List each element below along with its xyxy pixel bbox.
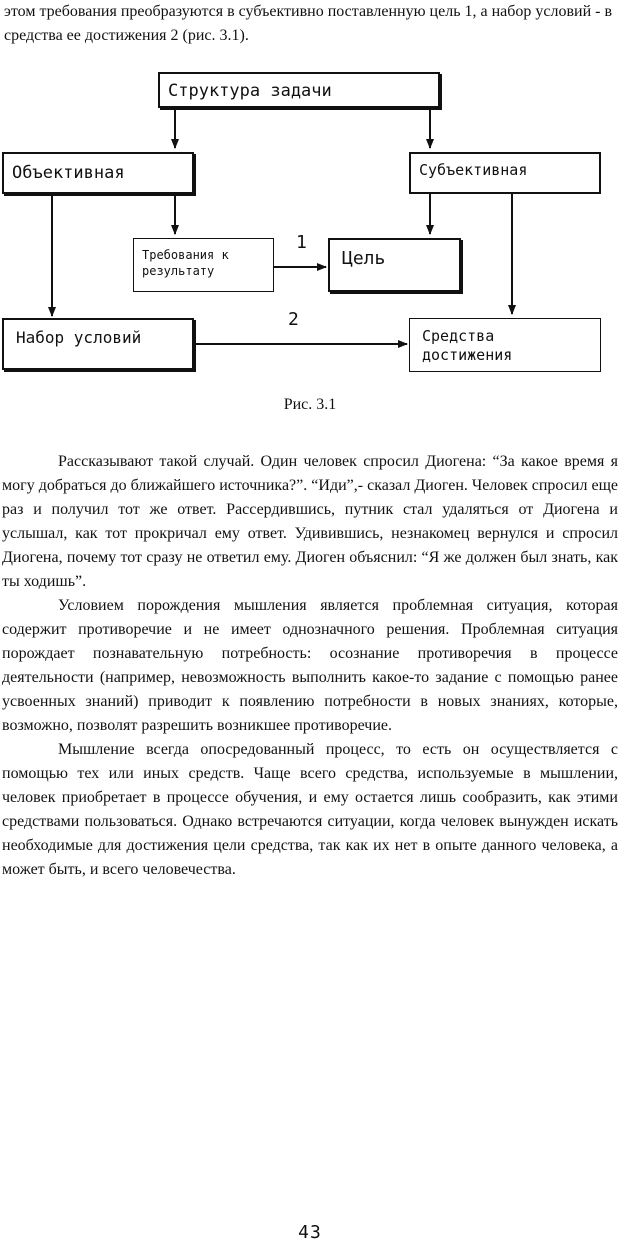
subjective-label: Субъективная bbox=[419, 161, 528, 179]
goal-box bbox=[328, 238, 461, 292]
requirements-box bbox=[133, 238, 274, 292]
subjective-box bbox=[409, 152, 601, 194]
means-label: Средства достижения bbox=[422, 327, 513, 364]
label-two: 2 bbox=[288, 309, 299, 330]
structure-box bbox=[158, 72, 440, 108]
goal-label: Цель bbox=[342, 248, 386, 269]
objective-label: Объективная bbox=[12, 163, 125, 183]
paragraph: Мышление всегда опосредованный процесс, то есть он осуществляется с помощью тех или иных средств. Чаще всего средства, используемые в мышлении, человек приобретает в процессе обучения, и ему остается лишь сообразить, как этими средствами пользоваться. Однако встречаются ситуации, когда человек вынужден искать необходимые для достижения цели средства, так как их нет в опыте данного человека, а может быть, и всего человечества. bbox=[2, 741, 618, 878]
conditions-label: Набор условий bbox=[16, 328, 142, 347]
label-one: 1 bbox=[296, 232, 307, 253]
means-box bbox=[409, 318, 601, 372]
task-structure-diagram bbox=[0, 60, 620, 390]
structure-label: Структура задачи bbox=[168, 81, 332, 101]
intro-text: этом требования преобразуются в субъективно поставленную цель 1, а набор условий - в средства ее достижения 2 (рис. 3.1). bbox=[4, 3, 613, 44]
page-number: 43 bbox=[298, 1222, 322, 1243]
paragraph: Условием порождения мышления является проблемная ситуация, которая содержит противоречие и не имеет однозначного решения. Проблемная ситуация порождает познавательную потребность: осознание противоречия в процессе деятельности (например, невозможность выполнить какое-то задание с помощью ранее усвоенных знаний) приводит к появлению потребности в новых знаниях, которые, возможно, позволят разрешить возникшее противоречие. bbox=[2, 597, 618, 734]
body-text bbox=[2, 450, 618, 882]
figure-caption: Рис. 3.1 bbox=[283, 396, 337, 413]
paragraph: Рассказывают такой случай. Один человек спросил Диогена: “За какое время я могу добраться до ближайшего источника?”. “Иди”,- сказал Диоген. Человек спросил еще раз и получил тот же ответ. Рассердившись, путник стал удаляться от Диогена и услышал, как тот прокричал ему ответ. Удивившись, незнакомец вернулся и спросил Диогена, почему тот сразу не ответил ему. Диоген объяснил: “Я же должен был знать, как ты ходишь”. bbox=[2, 453, 618, 590]
objective-box bbox=[2, 152, 194, 194]
conditions-box bbox=[2, 318, 194, 370]
requirements-label: Требования к результату bbox=[142, 248, 229, 278]
